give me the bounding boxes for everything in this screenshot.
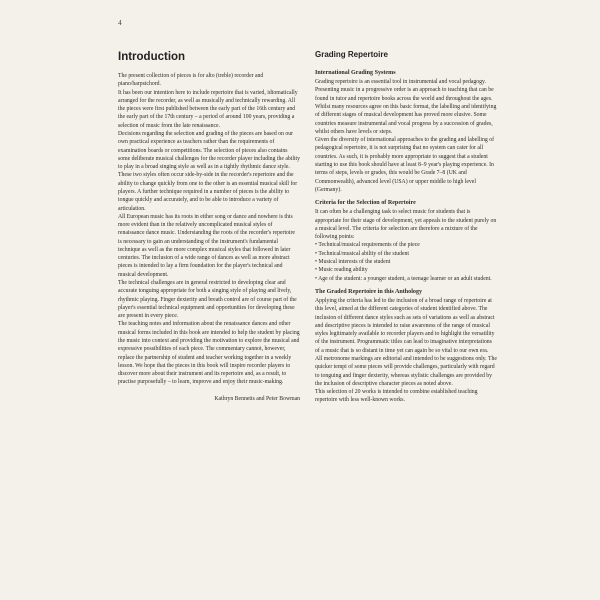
section-heading: Criteria for the Selection of Repertoire <box>315 200 416 207</box>
introduction-title: Introduction <box>118 51 186 63</box>
authors-signature: Kathryn Bennetts and Peter Bowman <box>214 395 300 402</box>
section-paragraph: It can often be a challenging task to select music for students that is appropriate for their stage of development, yet appeals to the student purely on a musical level. The criteria for selection are therefore a mixture of the following points: <box>315 209 497 241</box>
section-international-grading <box>315 69 497 194</box>
intro-paragraph-6: The teaching notes and information about the renaissance dances and other musical forms included in this book are intended to help the student by placing the music into context and providing the motivation to explore the musical and expressive possibilities of each piece. The commentary cannot, however, replace the partnership of student and teacher working together in a weekly lesson. We hope that the pieces in this book will inspire recorder players to discover more about their instrument and its repertoire and, as a result, to practise purposefully – to learn, improve and enjoy their music-making. <box>118 321 300 386</box>
intro-paragraph-4: All European music has its roots in either song or dance and nowhere is this more evident than in the relatively uncomplicated musical styles of renaissance dance music. Understanding the roots of the recorder's repertoire is necessary to gain an understanding of the instrument's fundamental technique as well as the more complex musical styles that followed in later centuries. The inclusion of a wide range of dances as well as more abstract pieces is intended to lay a firm foundation for the player's technical and musical development. <box>118 213 295 278</box>
criteria-list <box>315 241 497 282</box>
grading-title: Grading Repertoire <box>315 50 388 59</box>
list-item: • Music reading ability <box>315 266 497 274</box>
list-item: • Age of the student: a younger student, a teenage learner or an adult student. <box>315 275 497 283</box>
section-paragraph: This selection of 20 works is intended to combine established teaching repertoire with less well-known works. <box>315 389 478 404</box>
introduction-column <box>118 50 300 403</box>
intro-paragraph-5: The technical challenges are in general restricted to developing clear and accurate tonguing appropriate for both a singing style of playing and lively, rhythmic playing. Finger dexterity and breath control are of course part of the player's essential technical equipment and opportunities for developing these are present in every piece. <box>118 280 297 320</box>
section-graded-repertoire <box>315 288 497 405</box>
intro-paragraph-1: The present collection of pieces is for alto (treble) recorder and piano/harpsichord. <box>118 73 264 88</box>
section-selection-criteria <box>315 199 497 283</box>
section-heading: International Grading Systems <box>315 70 396 76</box>
page-number: 4 <box>118 18 122 27</box>
list-item: • Technical/musical requirements of the piece <box>315 241 497 249</box>
section-paragraph: Grading repertoire is an essential tool in instrumental and vocal pedagogy. Presenting music in a progressive order is an approach to teaching that can be found in tutor and repertoire books across the world and throughout the ages. Whilst many resources agree on this basic format, the labelling and identifying of different stages of musical development has proved more elusive. Some countries measure instrumental and vocal progress by a succession of grades, whilst others have levels or steps. <box>315 79 497 135</box>
intro-paragraph-2: It has been our intention here to include repertoire that is varied, idiomatically arranged for the recorder, as well as musically and technically rewarding. All the pieces were first published between the early part of the 16th century and the early part of the 17th century – a period of around 100 years, providing a selection of music from the late renaissance. <box>118 89 298 129</box>
list-item: • Technical/musical ability of the student <box>315 250 497 258</box>
grading-column <box>315 50 497 405</box>
list-item: • Musical interests of the student <box>315 258 497 266</box>
section-paragraph: Given the diversity of international approaches to the grading and labelling of pedagogical repertoire, it is not surprising that no system can cater for all countries. As such, it is probably more appropriate to suggest that a student starting to use this book should have at least 8–9 year's playing experience. In terms of steps, levels or grades, this would be Grade 7–8 (UK and Commonwealth), advanced level (USA) or upper middle to high level (Germany). <box>315 137 494 193</box>
intro-paragraph-3: Decisions regarding the selection and grading of the pieces are based on our own practical experience as teachers rather than the requirements of examination boards or competitions. The selection of pieces also contains some deliberate musical challenges for the recorder player including the ability to play in a broad singing style as well as in a tightly rhythmic dance style. These two styles often occur side-by-side in the recorder's repertoire and the ability to change quickly from one to the other is an essential musical skill for players. A further technique required in a number of pieces is the ability to tongue quickly and accurately, and to be able to introduce a variety of articulation. <box>118 130 301 212</box>
section-paragraph: All metronome markings are editorial and intended to be suggestions only. The quicker tempi of some pieces will provide challenges, particularly with regard to tonguing and finger dexterity, whereas stylistic challenges are provided by the inclusion of descriptive character pieces as noted above. <box>315 356 497 387</box>
section-heading: The Graded Repertoire in this Anthology <box>315 288 423 295</box>
section-paragraph: Applying the criteria has led to the inclusion of a broad range of repertoire at this level, aimed at the different categories of student identified above. The inclusion of different dance styles such as sets of variations as well as abstract and descriptive pieces is intended to raise awareness of the range of musical styles legitimately available to recorder players and to highlight the versatility of the instrument. Programmatic titles can lead to imaginative interpretations of a music that is so distant in time yet can again be so vital to our own era. <box>315 298 495 354</box>
